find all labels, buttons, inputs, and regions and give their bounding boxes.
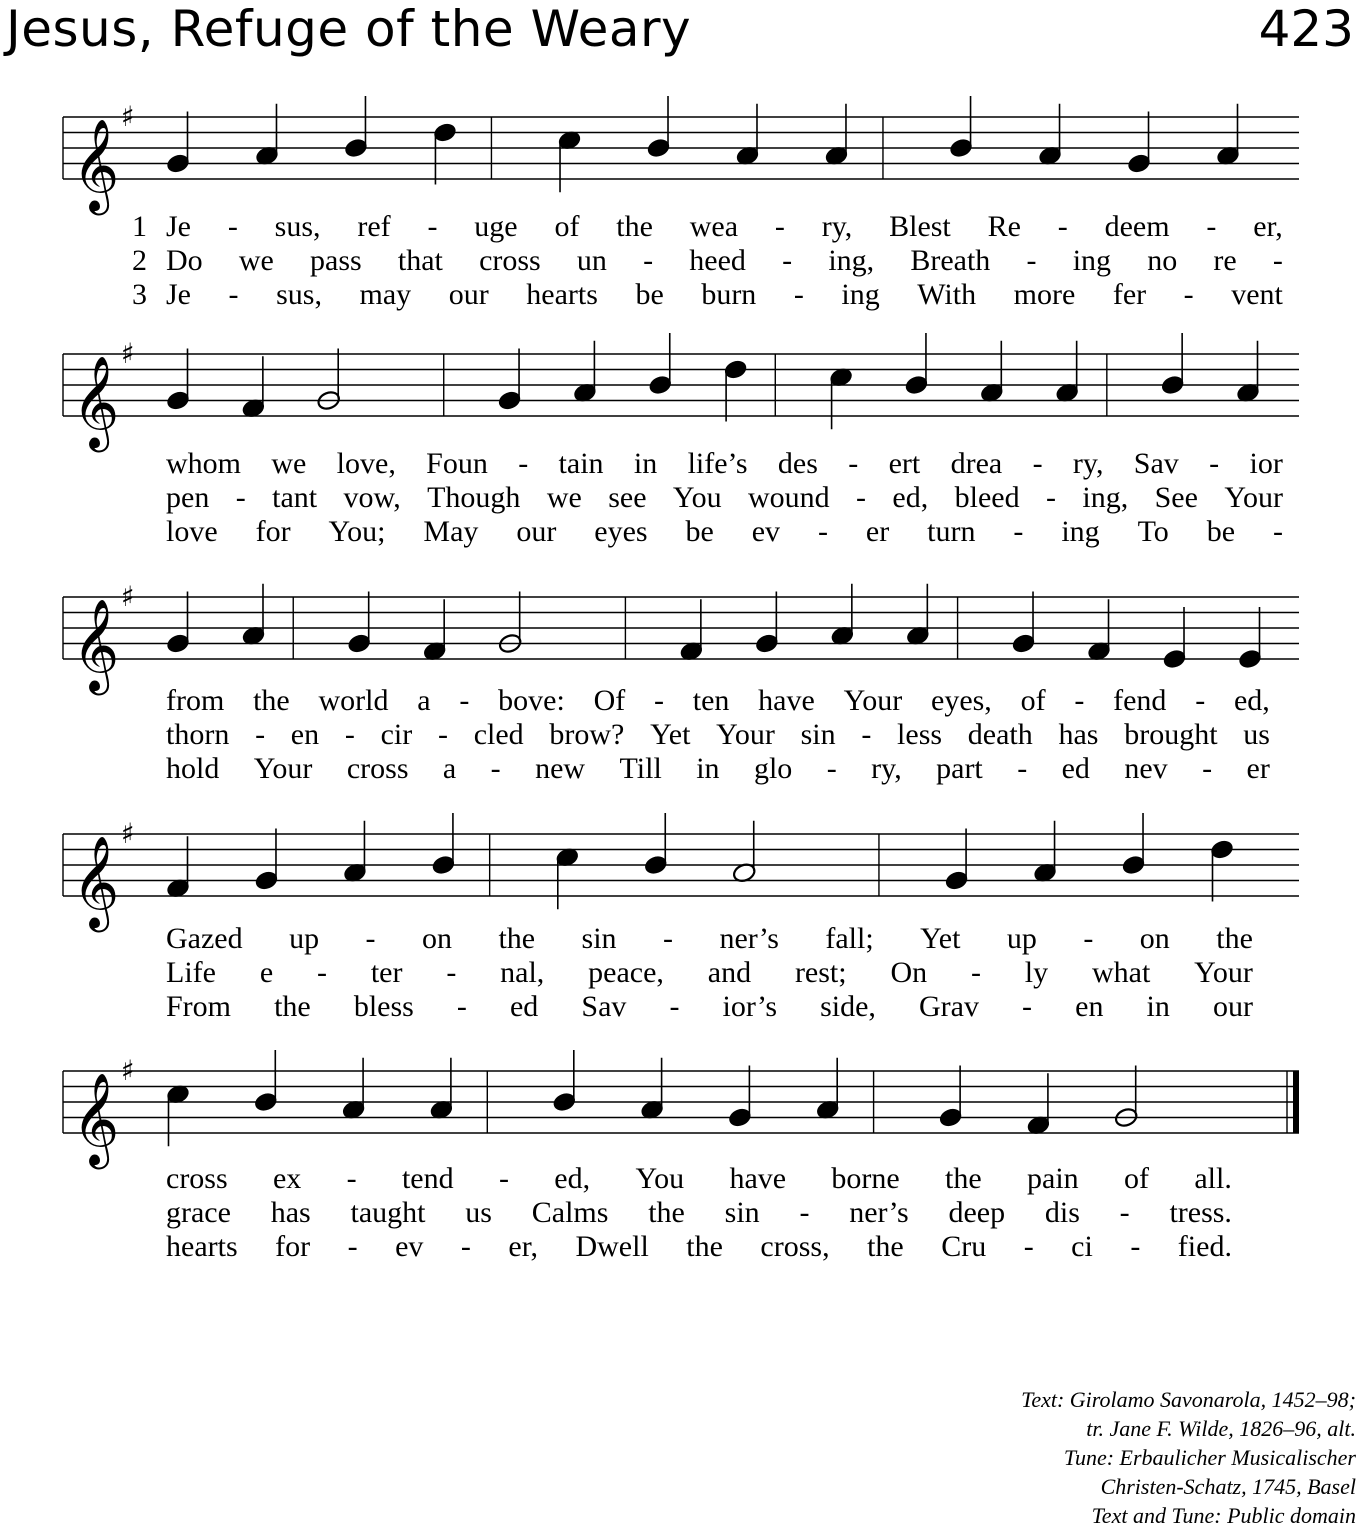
hymn-number: 423 [1258,0,1354,58]
lyric-syllable: side, [820,990,876,1023]
lyric-syllable: that [397,244,443,277]
lyric-syllable: You [672,481,722,514]
lyric-syllable: we [271,447,307,480]
lyric-syllable: Foun [426,447,488,480]
lyric-syllable: Yet [920,922,961,955]
lyric-syllable: hearts [166,1230,238,1263]
syllable-hyphen: - [1183,278,1194,311]
lyric-syllable: may [359,278,412,311]
lyric-syllable: Breath [910,244,991,277]
syllable-hyphen: - [861,718,872,751]
lyric-syllable: fend [1113,684,1167,717]
lyric-syllable: ior [1249,447,1283,480]
lyric-syllable: You; [328,515,386,548]
lyric-syllable: us [1243,718,1270,751]
sharp-key-signature-icon: ♯ [121,337,135,370]
syllable-hyphen: - [1206,210,1217,243]
syllable-hyphen: - [1046,481,1056,514]
lyric-syllable: us [465,1196,492,1229]
lyric-syllable: cross [346,752,409,785]
syllable-hyphen: - [1074,684,1085,717]
syllable-hyphen: - [498,1162,509,1195]
syllable-hyphen: - [427,210,438,243]
syllable-hyphen: - [437,718,448,751]
lyric-syllable: er [1246,752,1270,785]
lyric-syllable: Of [593,684,626,717]
lyric-syllable: for [275,1230,311,1263]
lyric-syllable: sus, [276,278,322,311]
lyric-syllable: e [259,956,274,989]
treble-clef-icon: 𝄞 [72,835,120,928]
lyric-syllable: new [535,752,586,785]
syllable-hyphen: - [669,990,680,1023]
syllable-hyphen: - [817,515,828,548]
lyric-syllable: ex [272,1162,302,1195]
lyric-line-verse-1 [166,684,1270,718]
lyric-syllable: ry, [1072,447,1104,480]
lyric-syllable: the [274,990,311,1023]
lyric-syllable: we [546,481,582,514]
lyric-syllable: pass [310,244,362,277]
lyric-syllable: Calms [531,1196,609,1229]
lyric-syllable: the [616,210,653,243]
lyric-syllable: ing, [1082,481,1129,514]
treble-clef-icon: 𝄞 [72,118,120,211]
lyric-line-verse-3 [166,515,1283,549]
lyric-syllable: ner’s [719,922,779,955]
syllable-hyphen: - [1209,447,1220,480]
lyric-syllable: death [967,718,1033,751]
lyric-syllable: sin [581,922,617,955]
lyric-syllable: Your [1224,481,1283,514]
lyric-syllable: of [1020,684,1046,717]
syllable-hyphen: - [1083,922,1094,955]
syllable-hyphen: - [1023,1230,1034,1263]
sharp-key-signature-icon: ♯ [121,580,135,613]
final-barline-thick [1293,1071,1299,1133]
lyric-syllable: Your [843,684,903,717]
lyric-syllable: Sav [581,990,627,1023]
lyric-syllable: the [686,1230,723,1263]
lyric-syllable: Re [987,210,1021,243]
lyric-syllable: love, [336,447,396,480]
lyric-syllable: the [498,922,536,955]
lyric-syllable: turn [927,515,976,548]
lyric-syllable: from [166,684,225,717]
treble-clef-icon: 𝄞 [72,355,120,448]
lyric-syllable: hold [166,752,220,785]
lyric-syllable: borne [831,1162,900,1195]
lyric-syllable: nal, [500,956,545,989]
lyric-syllable: Dwell [575,1230,649,1263]
lyric-syllable: whom [166,447,241,480]
lyric-syllable: grace [166,1196,231,1229]
lyric-syllable: ing [841,278,880,311]
lyric-line-verse-2 [166,956,1253,990]
syllable-hyphen: - [346,1162,357,1195]
lyric-syllable: er, [508,1230,538,1263]
lyric-syllable: more [1013,278,1076,311]
lyric-line-verse-2 [166,481,1283,515]
lyric-syllable: peace, [588,956,664,989]
lyric-syllable: ner’s [849,1196,909,1229]
lyric-syllable: ci [1071,1230,1093,1263]
lyric-syllable: pain [1027,1162,1079,1195]
lyric-syllable: en [290,718,320,751]
lyric-syllable: You [635,1162,685,1195]
lyric-line-verse-2 [132,244,1283,278]
lyric-syllable: wound [747,481,830,514]
lyric-syllable: less [897,718,943,751]
lyric-syllable: sin [724,1196,760,1229]
lyric-syllable: With [917,278,977,311]
lyric-syllable: Your [253,752,313,785]
syllable-hyphen: - [970,956,981,989]
lyric-syllable: hearts [526,278,598,311]
credit-tune-source: Christen-Schatz, 1745, Basel [1100,1474,1356,1499]
lyric-line-verse-1 [132,210,1283,244]
lyric-syllable: world [318,684,389,717]
syllable-hyphen: - [1202,752,1213,785]
syllable-hyphen: - [856,481,867,514]
syllable-hyphen: - [663,922,674,955]
lyric-syllable: sin [800,718,836,751]
syllable-hyphen: - [446,956,457,989]
lyric-syllable: ev [395,1230,424,1263]
lyric-syllable: thorn [166,718,230,751]
lyric-syllable: brow? [549,718,625,751]
lyric-syllable: cir [380,718,413,751]
lyric-syllable: bove: [498,684,565,717]
lyric-syllable: we [238,244,274,277]
syllable-hyphen: - [1130,1230,1141,1263]
lyric-syllable: rest; [794,956,847,989]
lyric-syllable: ly [1024,956,1049,989]
lyric-syllable: see [608,481,647,514]
syllable-hyphen: - [459,684,470,717]
lyric-syllable: on [421,922,452,955]
lyric-syllable: ing [1072,244,1112,277]
lyric-line-verse-1 [166,1162,1232,1196]
syllable-hyphen: - [365,922,376,955]
lyric-syllable: Do [166,244,203,277]
lyric-syllable: of [554,210,580,243]
lyric-syllable: vent [1231,278,1283,311]
lyric-syllable: Sav [1133,447,1179,480]
lyric-syllable: in [633,447,658,480]
syllable-hyphen: - [460,1230,471,1263]
lyric-syllable: a [417,684,431,717]
lyric-syllable: Gazed [166,922,243,955]
lyric-syllable: brought [1124,718,1218,751]
lyric-syllable: has [270,1196,311,1229]
lyric-syllable: eyes [594,515,648,548]
syllable-hyphen: - [1119,1196,1130,1229]
syllable-hyphen: - [518,447,529,480]
lyric-syllable: ref [357,210,391,243]
lyric-syllable: heed [689,244,746,277]
lyric-syllable: for [255,515,291,548]
syllable-hyphen: - [782,244,793,277]
syllable-hyphen: - [316,956,327,989]
lyric-syllable: taught [350,1196,426,1229]
lyric-syllable: ry, [821,210,853,243]
lyric-syllable: cled [473,718,524,751]
lyric-syllable: ed, [1233,684,1270,717]
lyric-syllable: Till [619,752,662,785]
lyric-syllable: have [729,1162,787,1195]
lyric-syllable: be [685,515,714,548]
lyric-syllable: On [890,956,928,989]
lyric-syllable: Blest [889,210,951,243]
syllable-hyphen: - [826,752,837,785]
hymn-title: Jesus, Refuge of the Weary [6,0,692,58]
lyric-syllable: a [442,752,457,785]
lyric-syllable: er, [1253,210,1283,243]
syllable-hyphen: - [643,244,654,277]
lyric-line-verse-3 [166,990,1253,1024]
lyric-syllable: uge [474,210,518,243]
syllable-hyphen: - [235,481,246,514]
treble-clef-icon: 𝄞 [72,598,120,691]
lyric-syllable: fied. [1177,1230,1232,1263]
lyric-syllable: up [1006,922,1037,955]
lyric-syllable: Your [716,718,775,751]
lyric-syllable: tant [272,481,318,514]
credit-translator: tr. Jane F. Wilde, 1826–96, alt. [1086,1416,1356,1441]
lyric-syllable: tain [558,447,604,480]
lyric-syllable: Je [166,210,191,243]
lyric-syllable: nev [1124,752,1168,785]
lyric-syllable: Your [1194,956,1253,989]
credit-copyright: Text and Tune: Public domain [1091,1503,1356,1528]
lyric-line-verse-1 [166,447,1283,481]
lyric-syllable: up [289,922,320,955]
lyric-syllable: ter [370,956,403,989]
lyric-syllable: glo [753,752,793,785]
lyric-syllable: our [448,278,489,311]
lyric-syllable: ior’s [722,990,777,1023]
syllable-hyphen: - [774,210,785,243]
lyric-syllable: the [253,684,290,717]
lyric-syllable: on [1139,922,1170,955]
lyric-syllable: ed [509,990,539,1023]
lyric-syllable: bleed [954,481,1020,514]
lyric-syllable: pen [166,481,210,514]
lyric-syllable: tress. [1169,1196,1232,1229]
lyric-syllable: cross [166,1162,228,1195]
lyric-syllable: deep [948,1196,1006,1229]
syllable-hyphen: - [1195,684,1206,717]
lyric-syllable: Cru [941,1230,987,1263]
lyric-syllable: fer [1112,278,1147,311]
lyric-syllable: the [648,1196,685,1229]
lyric-syllable: eyes, [931,684,992,717]
lyric-syllable: Grav [918,990,979,1023]
lyric-syllable: May [423,515,479,548]
lyric-syllable: of [1124,1162,1150,1195]
lyric-syllable: ev [751,515,781,548]
lyric-syllable: our [516,515,557,548]
syllable-hyphen: - [228,278,239,311]
lyric-syllable: cross [479,244,541,277]
lyric-syllable: ry, [871,752,902,785]
syllable-hyphen: - [793,278,804,311]
lyric-syllable: has [1058,718,1099,751]
syllable-hyphen: - [1272,515,1283,548]
syllable-hyphen: - [255,718,266,751]
lyric-syllable: love [166,515,218,548]
lyric-syllable: ed, [892,481,929,514]
lyric-syllable: From [166,990,232,1023]
syllable-hyphen: - [490,752,501,785]
lyric-syllable: all. [1194,1162,1232,1195]
sharp-key-signature-icon: ♯ [121,817,135,850]
lyric-syllable: des [777,447,818,480]
syllable-hyphen: - [347,1230,358,1263]
sharp-key-signature-icon: ♯ [121,100,135,133]
credit-text-author: Text: Girolamo Savonarola, 1452–98; [1021,1387,1356,1412]
syllable-hyphen: - [1013,515,1024,548]
syllable-hyphen: - [1057,210,1068,243]
credits-block [1021,1385,1356,1530]
lyric-line-verse-2 [166,1196,1232,1230]
lyric-syllable: See [1154,481,1198,514]
lyric-syllable: burn [701,278,757,311]
lyric-syllable: our [1212,990,1253,1023]
lyric-syllable: no [1147,244,1178,277]
verse-number: 2 [132,244,147,277]
lyric-syllable: ing, [828,244,875,277]
lyric-syllable: sus, [274,210,321,243]
lyric-syllable: and [707,956,752,989]
lyric-line-verse-3 [166,1230,1232,1264]
lyric-syllable: ed, [554,1162,591,1195]
lyric-syllable: drea [950,447,1003,480]
syllable-hyphen: - [1026,244,1037,277]
lyric-syllable: Though [427,481,521,514]
syllable-hyphen: - [799,1196,810,1229]
lyric-syllable: life’s [687,447,748,480]
lyric-syllable: bless [353,990,414,1023]
lyric-line-verse-3 [166,752,1270,786]
sharp-key-signature-icon: ♯ [121,1054,135,1087]
lyric-syllable: part [936,752,983,785]
verse-number: 1 [132,210,147,243]
lyric-syllable: To [1137,515,1169,548]
lyric-syllable: be [635,278,664,311]
lyric-syllable: re [1213,244,1237,277]
credit-tune-name: Tune: Erbaulicher Musicalischer [1063,1445,1356,1470]
syllable-hyphen: - [1272,244,1283,277]
lyric-syllable: Yet [650,718,691,751]
syllable-hyphen: - [848,447,859,480]
lyric-syllable: fall; [825,922,874,955]
lyric-syllable: un [576,244,607,277]
lyric-syllable: what [1091,956,1151,989]
lyric-syllable: the [945,1162,982,1195]
lyric-syllable: ten [692,684,730,717]
lyric-line-verse-3 [132,278,1283,312]
lyric-syllable: be [1206,515,1236,548]
lyric-syllable: Life [166,956,216,989]
lyric-syllable: ed [1061,752,1090,785]
lyric-syllable: deem [1104,210,1170,243]
lyric-syllable: the [1216,922,1253,955]
lyric-syllable: vow, [343,481,401,514]
verse-number: 3 [132,278,147,311]
lyric-syllable: en [1075,990,1104,1023]
lyric-syllable: Je [166,278,191,311]
lyric-syllable: in [1146,990,1170,1023]
treble-clef-icon: 𝄞 [72,1072,120,1165]
syllable-hyphen: - [456,990,467,1023]
lyric-syllable: ing [1061,515,1100,548]
lyric-syllable: er [865,515,890,548]
lyric-syllable: the [867,1230,904,1263]
lyric-syllable: wea [689,210,739,243]
syllable-hyphen: - [653,684,664,717]
syllable-hyphen: - [227,210,238,243]
lyric-syllable: in [696,752,720,785]
syllable-hyphen: - [1022,990,1033,1023]
lyric-syllable: ert [888,447,921,480]
syllable-hyphen: - [1032,447,1043,480]
syllable-hyphen: - [344,718,355,751]
lyric-syllable: dis [1044,1196,1080,1229]
lyric-syllable: tend [401,1162,454,1195]
lyric-line-verse-2 [166,718,1270,752]
lyric-syllable: have [758,684,815,717]
lyric-line-verse-1 [166,922,1253,956]
syllable-hyphen: - [1017,752,1028,785]
lyric-syllable: cross, [760,1230,830,1263]
